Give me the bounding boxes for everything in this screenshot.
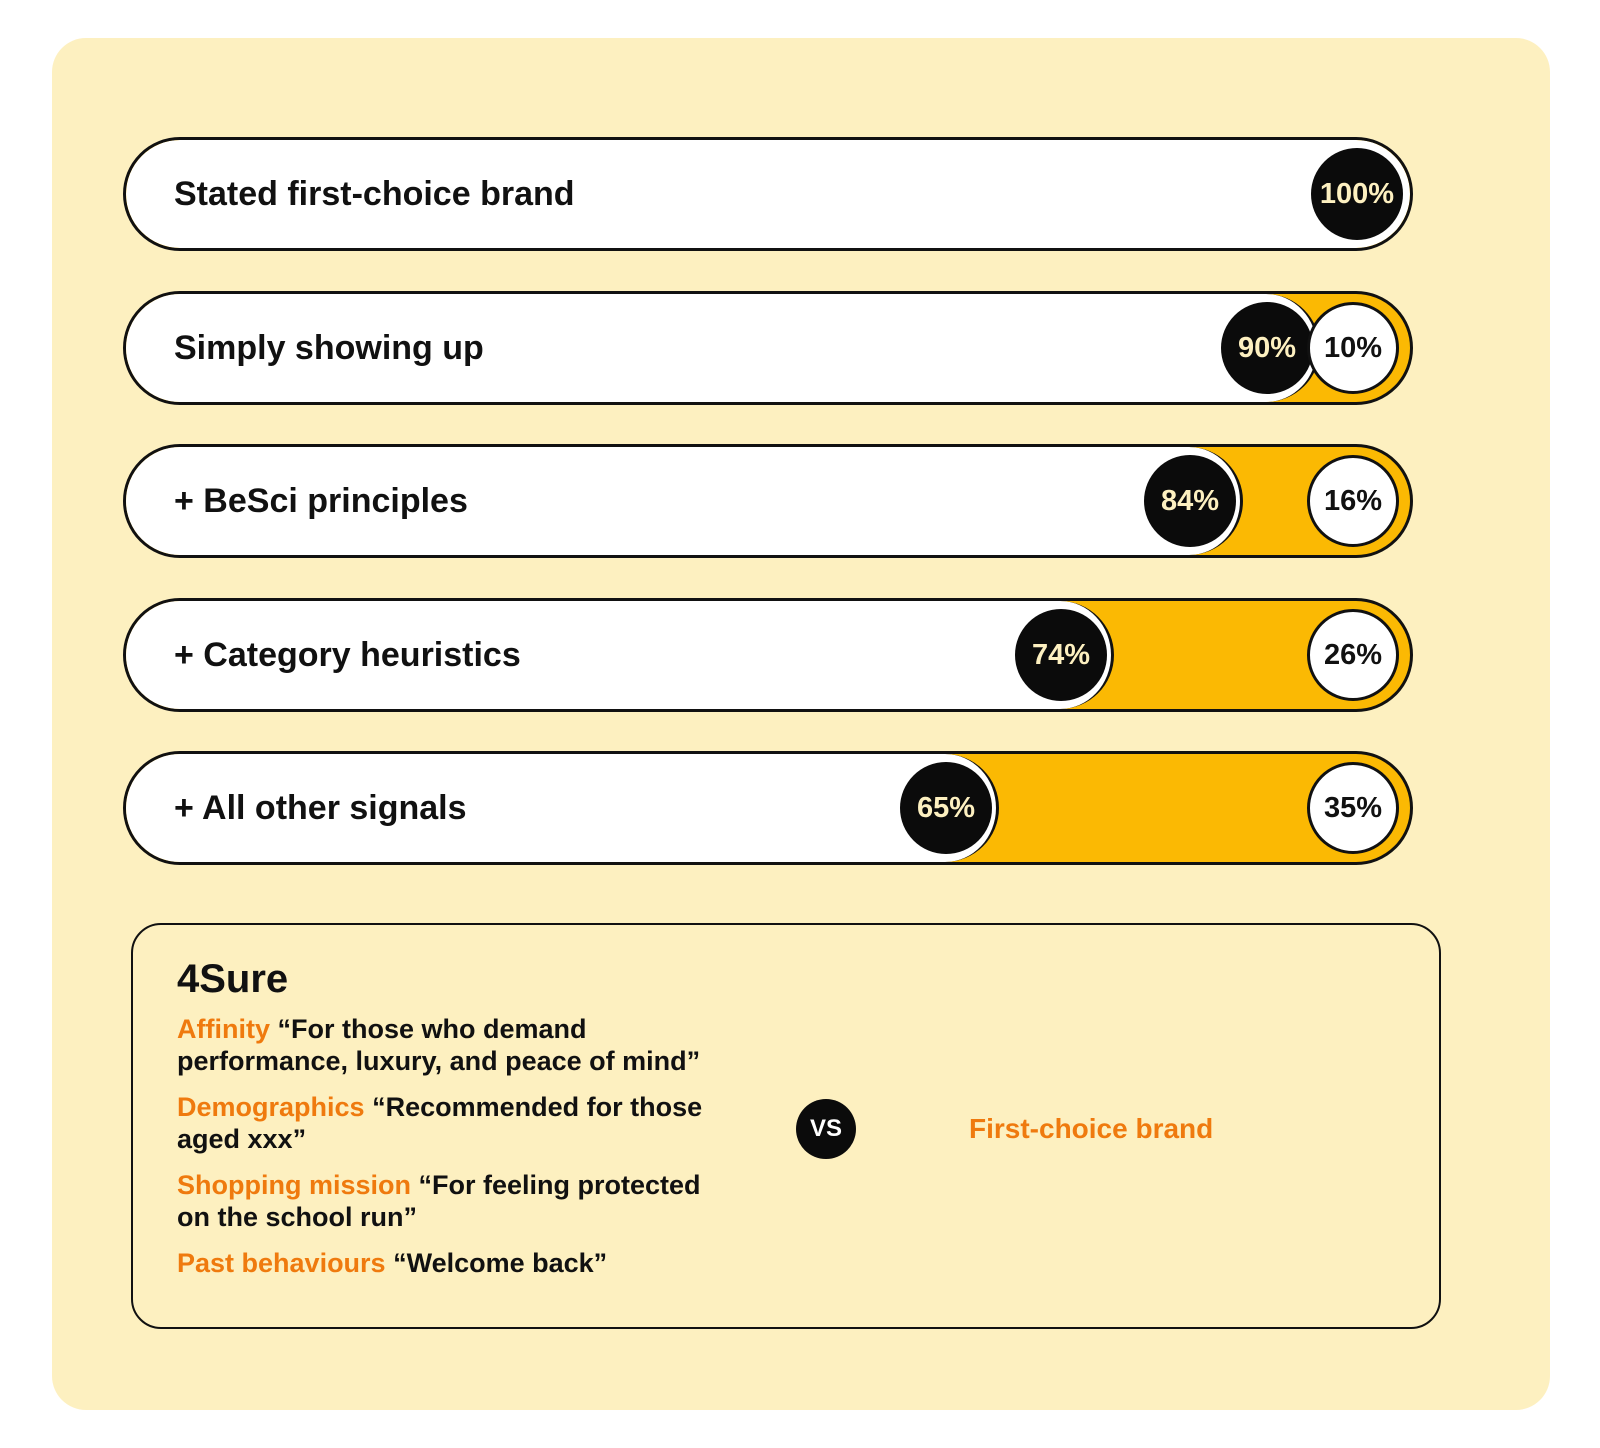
value-badge-second: 26% <box>1307 609 1399 701</box>
category-label: + Category heuristics <box>174 635 521 674</box>
signal-key: Past behaviours <box>177 1248 386 1278</box>
value-badge-first: 74% <box>1015 609 1107 701</box>
signal-demographics <box>177 1091 737 1155</box>
value-badge-first: 100% <box>1311 148 1403 240</box>
signal-key: Demographics <box>177 1092 365 1122</box>
comparison-panel <box>131 923 1441 1329</box>
vs-badge: VS <box>796 1099 856 1159</box>
first-choice-brand-label: First-choice brand <box>969 1113 1214 1144</box>
category-label: Stated first-choice brand <box>174 174 575 213</box>
bar-row <box>123 598 1413 712</box>
value-badge-second: 16% <box>1307 455 1399 547</box>
category-label: + BeSci principles <box>174 481 468 520</box>
bar-row <box>123 444 1413 558</box>
category-label: Simply showing up <box>174 328 484 367</box>
category-label: + All other signals <box>174 788 467 827</box>
value-badge-first: 84% <box>1144 455 1236 547</box>
signal-text: “For those who demand performance, luxury, and peace of mind” <box>177 1014 701 1076</box>
signal-text: “For feeling protected on the school run” <box>177 1170 701 1232</box>
signal-past-behaviours <box>177 1247 737 1279</box>
bar-row <box>123 291 1413 405</box>
signal-text: “Recommended for those aged xxx” <box>177 1092 703 1154</box>
signal-key: Affinity <box>177 1014 270 1044</box>
bar-row <box>123 751 1413 865</box>
signal-affinity <box>177 1013 737 1077</box>
value-badge-second: 10% <box>1307 302 1399 394</box>
bar-row <box>123 137 1413 251</box>
brand-name: 4Sure <box>177 957 289 1001</box>
value-badge-first: 90% <box>1221 302 1313 394</box>
signal-key: Shopping mission <box>177 1170 411 1200</box>
value-badge-second: 35% <box>1307 762 1399 854</box>
value-badge-first: 65% <box>900 762 992 854</box>
signal-text: “Welcome back” <box>393 1248 608 1278</box>
signal-shopping-mission <box>177 1169 737 1233</box>
